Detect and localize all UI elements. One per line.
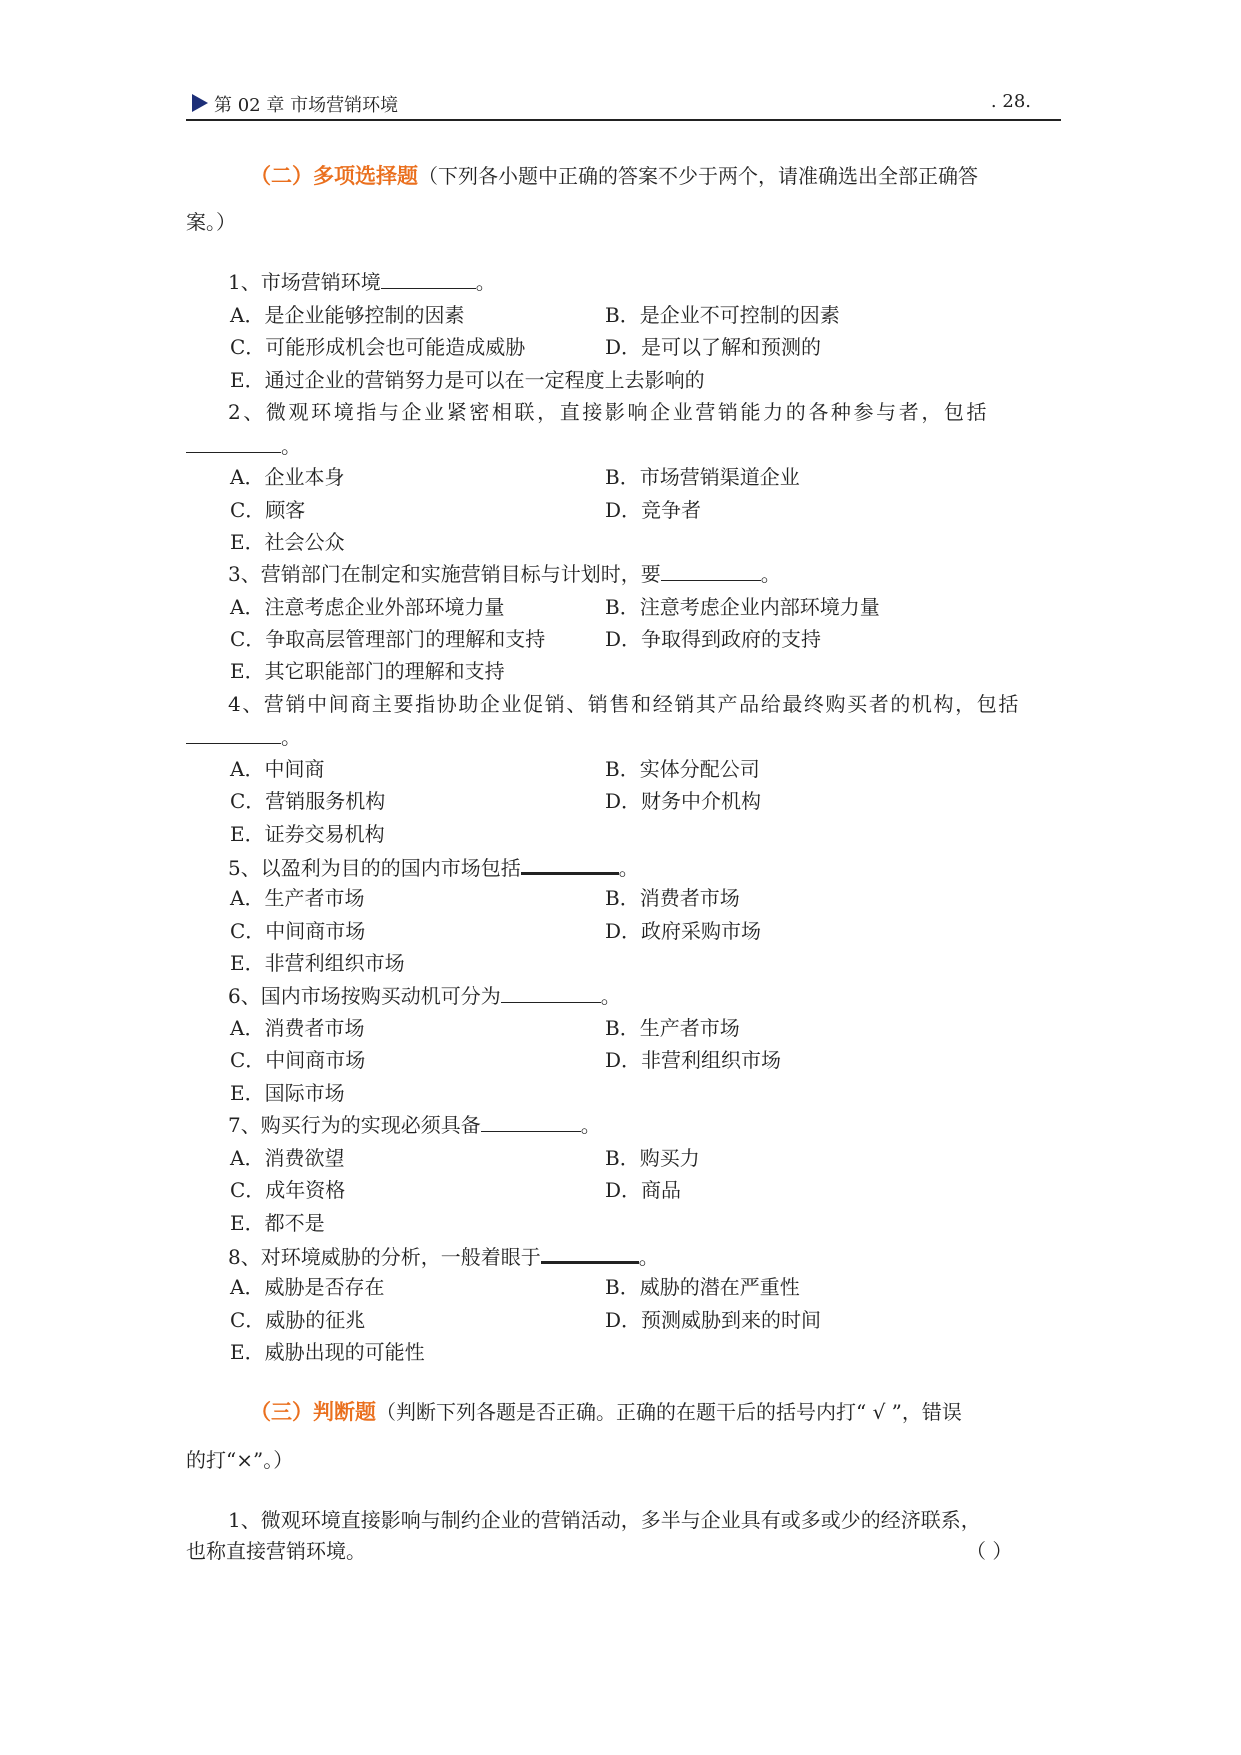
question-7: 7、购买行为的实现必须具备 。 (228, 1113, 601, 1137)
q2-option-d: D．竞争者 (605, 498, 702, 522)
q8-option-c: C．威胁的征兆 (230, 1308, 366, 1332)
question-5-blank (521, 852, 619, 875)
section3-heading-line (250, 1398, 962, 1426)
section2-intro: （下列各小题中正确的答案不少于两个，请准确选出全部正确答 (418, 164, 978, 188)
section2-intro-cont: 案。） (186, 210, 236, 234)
question-7-blank (481, 1111, 581, 1132)
q7-option-e: E．都不是 (230, 1211, 325, 1235)
q8-option-b: B．威胁的潜在严重性 (605, 1275, 800, 1299)
q8-option-e: E．威胁出现的可能性 (230, 1340, 425, 1364)
question-4-stem: 4、营销中间商主要指协助企业促销、销售和经销其产品给最终购买者的机构，包括 (228, 692, 1020, 716)
q6-option-e: E．国际市场 (230, 1081, 345, 1105)
chapter-marker-icon (192, 94, 208, 112)
question-1-stem: 1、市场营销环境 (228, 270, 381, 294)
q1-option-e: E．通过企业的营销努力是可以在一定程度上去影响的 (230, 368, 705, 392)
q4-option-c: C．营销服务机构 (230, 789, 386, 813)
q5-option-a: A．生产者市场 (230, 886, 365, 910)
q3-option-b: B．注意考虑企业内部环境力量 (605, 595, 880, 619)
q5-option-b: B．消费者市场 (605, 886, 740, 910)
page-header (186, 91, 1061, 120)
question-8: 8、对环境威胁的分析，一般着眼于 。 (228, 1241, 659, 1271)
question-7-stem: 7、购买行为的实现必须具备 (228, 1113, 481, 1137)
q3-option-a: A．注意考虑企业外部环境力量 (230, 595, 505, 619)
q4-option-b: B．实体分配公司 (605, 757, 760, 781)
question-3-stem: 3、营销部门在制定和实施营销目标与计划时，要 (228, 562, 661, 586)
question-2-stem: 2、微观环境指与企业紧密相联，直接影响企业营销能力的各种参与者，包括 (228, 400, 990, 424)
question-6: 6、国内市场按购买动机可分为 。 (228, 984, 621, 1008)
question-6-blank (501, 982, 601, 1003)
question-2-cont: 。 (186, 432, 301, 460)
q4-option-d: D．财务中介机构 (605, 789, 762, 813)
question-6-stem: 6、国内市场按购买动机可分为 (228, 984, 501, 1008)
question-3-blank (661, 560, 761, 581)
question-1-blank (381, 268, 476, 289)
q6-option-c: C．中间商市场 (230, 1048, 366, 1072)
q4-option-a: A．中间商 (230, 757, 325, 781)
q7-option-b: B．购买力 (605, 1146, 700, 1170)
section3-intro-cont: 的打“×”。） (186, 1448, 294, 1472)
q6-option-a: A．消费者市场 (230, 1016, 365, 1040)
q6-option-d: D．非营利组织市场 (605, 1048, 782, 1072)
q6-option-b: B．生产者市场 (605, 1016, 740, 1040)
q5-option-c: C．中间商市场 (230, 919, 366, 943)
q3-option-e: E．其它职能部门的理解和支持 (230, 659, 505, 683)
question-8-blank (541, 1241, 639, 1264)
tf-item-1-line2: 也称直接营销环境。 (186, 1539, 366, 1563)
tf-item-1-answer-box: （ ） (966, 1539, 1013, 1563)
q3-option-c: C．争取高层管理部门的理解和支持 (230, 627, 546, 651)
section3-heading: （三）判断题 (250, 1400, 376, 1424)
question-2-blank (186, 432, 281, 453)
q2-option-a: A．企业本身 (230, 465, 345, 489)
q8-option-a: A．威胁是否存在 (230, 1275, 385, 1299)
question-5: 5、以盈利为目的的国内市场包括 。 (228, 852, 639, 882)
q3-option-d: D．争取得到政府的支持 (605, 627, 822, 651)
q7-option-a: A．消费欲望 (230, 1146, 345, 1170)
q2-option-b: B．市场营销渠道企业 (605, 465, 800, 489)
question-3: 3、营销部门在制定和实施营销目标与计划时，要 。 (228, 562, 781, 586)
q5-option-d: D．政府采购市场 (605, 919, 762, 943)
q1-option-a: A．是企业能够控制的因素 (230, 303, 465, 327)
q7-option-c: C．成年资格 (230, 1178, 346, 1202)
question-4-cont: 。 (186, 723, 301, 751)
q8-option-d: D．预测威胁到来的时间 (605, 1308, 822, 1332)
q1-option-c: C．可能形成机会也可能造成威胁 (230, 335, 526, 359)
section2-heading-line (250, 162, 978, 190)
q1-option-d: D．是可以了解和预测的 (605, 335, 822, 359)
q4-option-e: E．证券交易机构 (230, 822, 385, 846)
question-4-blank (186, 723, 281, 744)
page-number: . 28. (990, 91, 1031, 112)
question-5-stem: 5、以盈利为目的的国内市场包括 (228, 856, 521, 880)
section2-heading: （二）多项选择题 (250, 164, 418, 188)
chapter-title: 第 02 章 市场营销环境 (214, 95, 399, 116)
q2-option-e: E．社会公众 (230, 530, 345, 554)
q2-option-c: C．顾客 (230, 498, 306, 522)
q5-option-e: E．非营利组织市场 (230, 951, 405, 975)
header-rule (186, 119, 1061, 121)
question-8-stem: 8、对环境威胁的分析，一般着眼于 (228, 1245, 541, 1269)
section3-intro: （判断下列各题是否正确。正确的在题干后的括号内打“ √ ”，错误 (376, 1400, 962, 1424)
q7-option-d: D．商品 (605, 1178, 682, 1202)
q1-option-b: B．是企业不可控制的因素 (605, 303, 840, 327)
question-1: 1、市场营销环境 。 (228, 270, 496, 294)
tf-item-1-line1: 1、微观环境直接影响与制约企业的营销活动，多半与企业具有或多或少的经济联系， (228, 1508, 981, 1532)
